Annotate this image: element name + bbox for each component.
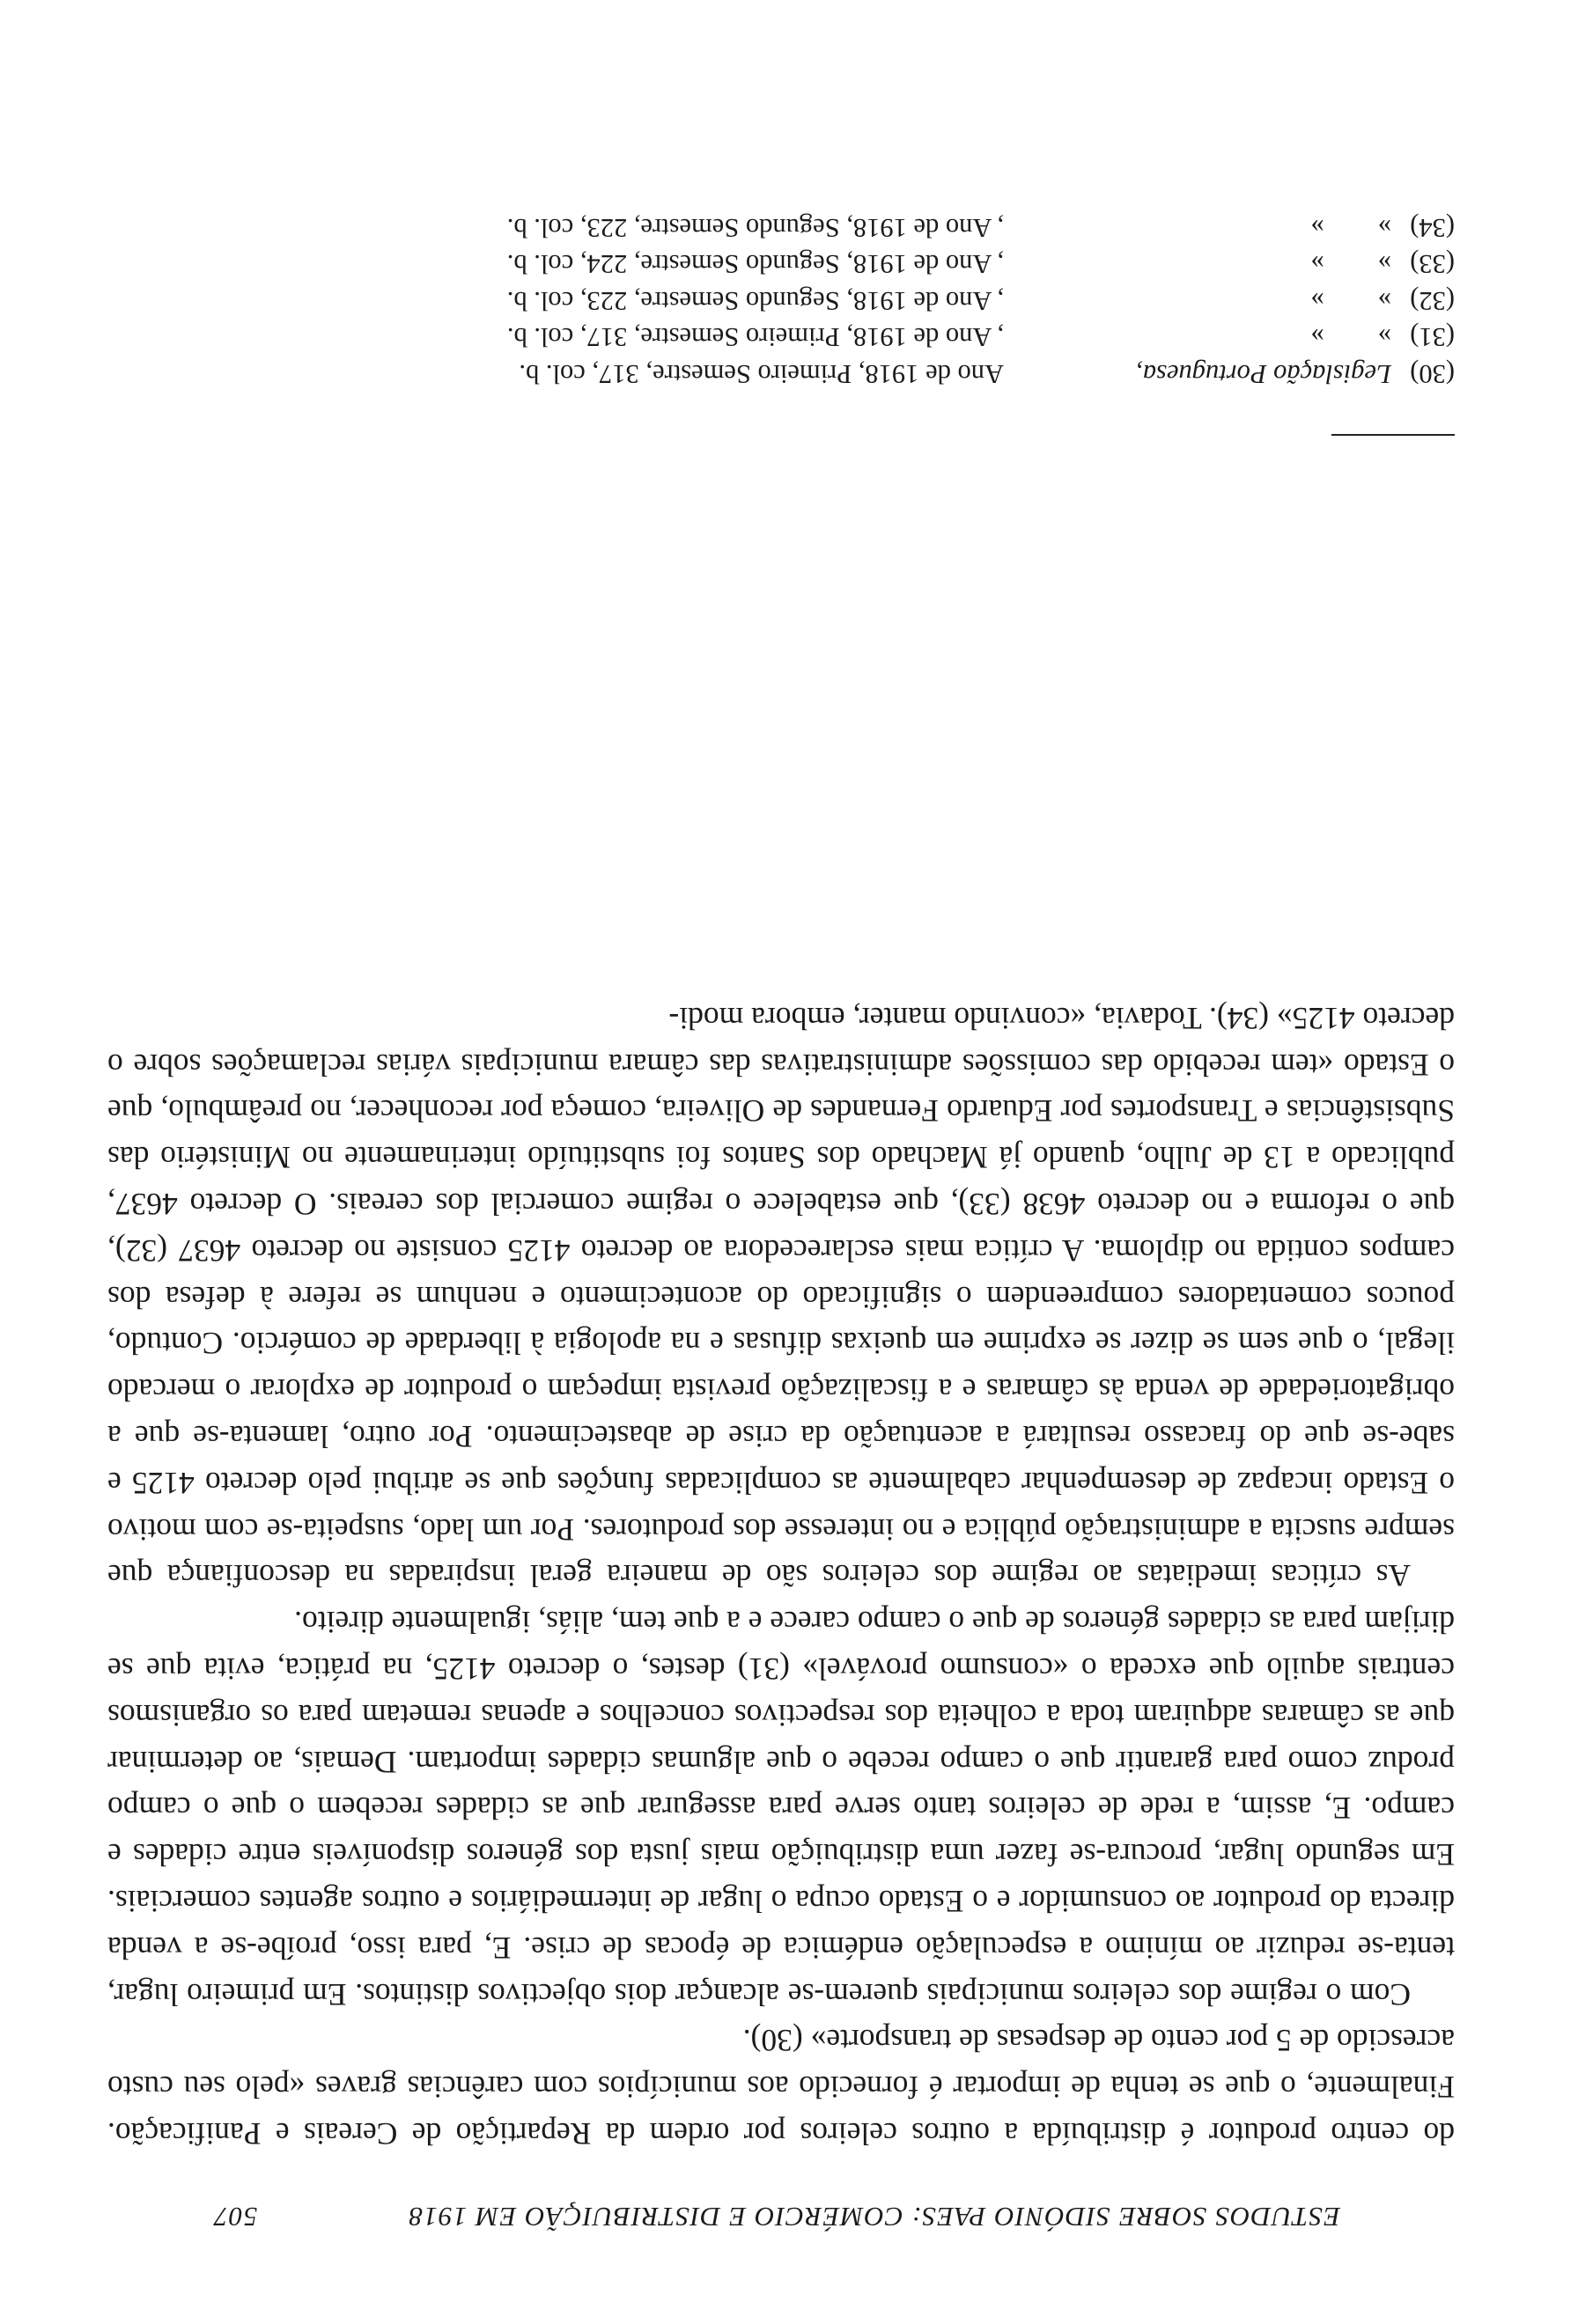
footnote-33 bbox=[222, 246, 1455, 283]
footnote-31 bbox=[222, 319, 1455, 356]
footnote-rule bbox=[1331, 434, 1455, 436]
body-text bbox=[107, 995, 1455, 2157]
footnote-source: » » bbox=[1310, 249, 1391, 280]
footnote-detail: , Ano de 1918, Segundo Semestre, 223, col. b. bbox=[506, 212, 1004, 243]
footnote-detail: Ano de 1918, Primeiro Semestre, 317, col. b. bbox=[519, 359, 1004, 389]
footnotes bbox=[222, 209, 1455, 392]
footnote-number: (33) bbox=[1410, 249, 1455, 280]
footnote-source: Legislação Portuguesa, bbox=[1136, 359, 1391, 389]
footnote-30 bbox=[222, 355, 1455, 392]
page-number: 507 bbox=[213, 2202, 258, 2232]
footnote-source: » » bbox=[1310, 285, 1391, 316]
paragraph-1: do centro produtor é distribuída a outros celeiros por ordem da Repartição de Cereais e Panificação. Finalmente, o que se tenha de importar é fornecido aos municípios com carências graves «pelo seu custo acrescido de 5 por cento de despesas de transporte» (30). bbox=[107, 2023, 1455, 2151]
footnote-number: (30) bbox=[1410, 359, 1455, 389]
footnote-34 bbox=[222, 209, 1455, 246]
footnote-number: (34) bbox=[1410, 212, 1455, 243]
running-header bbox=[213, 2201, 1340, 2232]
footnote-source: » » bbox=[1310, 212, 1391, 243]
footnote-detail: , Ano de 1918, Primeiro Semestre, 317, col. b. bbox=[506, 322, 1004, 353]
footnote-number: (31) bbox=[1410, 322, 1455, 353]
paragraph-2: Com o regime dos celeiros municipais querem-se alcançar dois objectivos distintos. Em primeiro lugar, tenta-se reduzir ao mínimo a especulação endémica de épocas de crise. E, para isso, proíbe-se a venda directa do produtor ao consumidor e o Estado ocupa o lugar de intermediários e outros agentes comerciais. Em segundo lugar, procura-se fazer uma distribuição mais justa dos géneros disponíveis entre cidades e campo. E, assim, a rede de celeiros tanto serve para assegurar que as cidades recebem o que o campo produz como para garantir que o campo recebe o que algumas cidades importam. Demais, ao determinar que as câmaras adquiram toda a colheita dos respectivos concelhos e apenas remetam para os organismos centrais aquilo que exceda o «consumo provável» (31) destes, o decreto 4125, na prática, evita que se dirijam para as cidades géneros de que o campo carece e a que tem, aliás, igualmente direito. bbox=[107, 1605, 1455, 2012]
paragraph-3: As críticas imediatas ao regime dos celeiros são de maneira geral inspiradas na desconfiança que sempre suscita a administração pública e no interesse dos produtores. Por um lado, suspeita-se com motivo o Estado incapaz de desempenhar cabalmente as complicadas funções que se atribui pelo decreto 4125 e sabe-se que do fracasso resultará a acentuação da crise de abastecimento. Por outro, lamenta-se que a obrigatoriedade de venda às câmaras e a fiscalização prevista impeçam o produtor de explorar o mercado ilegal, o que sem se dizer se exprime em queixas difusas e na apologia à liberdade de comércio. Contudo, poucos comentadores compreendem o significado do acontecimento e nenhum se refere à defesa dos campos contida no diploma. A crítica mais esclarecedora ao decreto 4125 consiste no decreto 4637 (32), que o reforma e no decreto 4638 (33), que estabelece o regime comercial dos cereais. O decreto 4637, publicado a 13 de Julho, quando já Machado dos Santos foi substituído interinamente no Ministério das Subsistências e Transportes por Eduardo Fernandes de Oliveira, começa por reconhecer, no preâmbulo, que o Estado «tem recebido das comissões administrativas das câmara municipais várias reclamações sobre o decreto 4125» (34). Todavia, «convindo manter, embora modi- bbox=[107, 1000, 1455, 1594]
running-title: ESTUDOS SOBRE SIDÓNIO PAES: COMÉRCIO E DISTRIBUIÇÃO EM 1918 bbox=[408, 2202, 1340, 2232]
footnote-number: (32) bbox=[1410, 285, 1455, 316]
footnote-32 bbox=[222, 282, 1455, 319]
footnote-source: » » bbox=[1310, 322, 1391, 353]
footnote-detail: , Ano de 1918, Segundo Semestre, 223, col. b. bbox=[506, 285, 1004, 316]
footnote-detail: , Ano de 1918, Segundo Semestre, 224, col. b. bbox=[506, 249, 1004, 280]
